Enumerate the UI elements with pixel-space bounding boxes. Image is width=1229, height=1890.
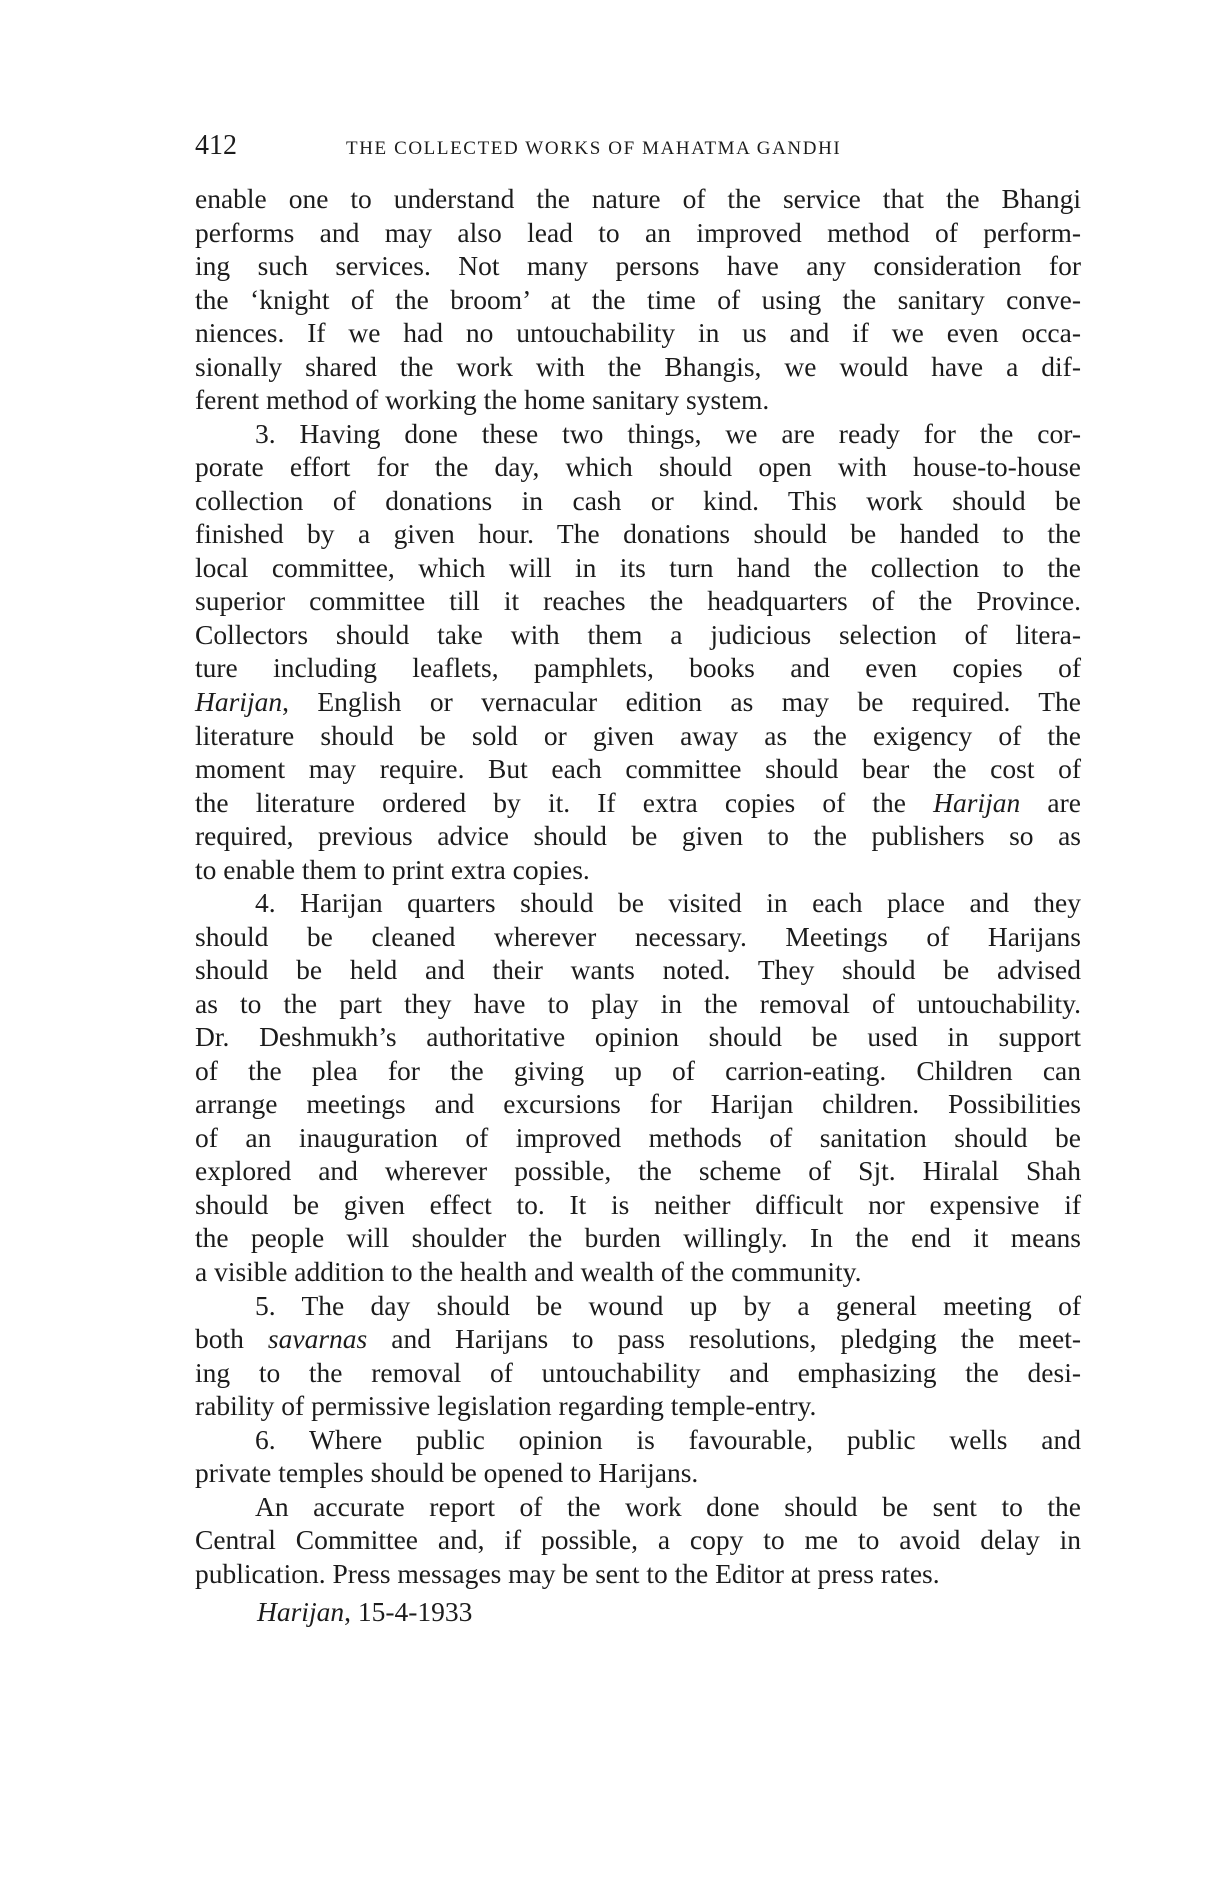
- text-segment: , English or vernacular edition as may be required. The: [282, 685, 1081, 717]
- text-segment: local committee, which will in its turn hand the collection to the: [195, 551, 1081, 583]
- text-line: [195, 1020, 1081, 1054]
- text-line: [195, 719, 1081, 753]
- text-line: [195, 853, 1081, 887]
- text-line: [195, 316, 1081, 350]
- text-segment: superior committee till it reaches the headquarters of the Province.: [195, 585, 1081, 617]
- text-line: [195, 216, 1081, 250]
- text-line: [195, 886, 1081, 920]
- source-publication: Harijan: [257, 1596, 345, 1627]
- text-segment: literature should be sold or given away as the exigency of the: [195, 719, 1081, 751]
- text-line: [195, 685, 1081, 719]
- text-line: [195, 1221, 1081, 1255]
- text-line: [195, 350, 1081, 384]
- text-line: [195, 1389, 1081, 1423]
- text-line: [195, 1557, 1081, 1591]
- text-line: [195, 450, 1081, 484]
- text-line: [195, 1154, 1081, 1188]
- text-segment: required, previous advice should be given to the publishers so as: [195, 820, 1081, 852]
- text-line: [195, 953, 1081, 987]
- text-segment: collection of donations in cash or kind. This work should be: [195, 484, 1081, 516]
- running-title: THE COLLECTED WORKS OF MAHATMA GANDHI: [346, 138, 842, 159]
- text-line: [195, 1456, 1081, 1490]
- text-segment: and Harijans to pass resolutions, pledging the meet-: [367, 1323, 1082, 1355]
- body-text: [195, 182, 1081, 1590]
- text-segment: An accurate report of the work done should be sent to the: [255, 1490, 1081, 1522]
- text-line: [195, 484, 1081, 518]
- text-segment: 6. Where public opinion is favourable, public wells and: [255, 1423, 1081, 1455]
- watermark: CWMG - I - IV: [22, 413, 177, 1370]
- text-line: [195, 1054, 1081, 1088]
- text-line: [195, 752, 1081, 786]
- text-segment: should be cleaned wherever necessary. Meetings of Harijans: [195, 920, 1081, 952]
- italic-text: Harijan: [933, 786, 1021, 818]
- text-line: [195, 1087, 1081, 1121]
- text-segment: performs and may also lead to an improved method of perform-: [195, 216, 1081, 248]
- italic-text: savarnas: [267, 1323, 368, 1355]
- text-segment: ing such services. Not many persons have any consideration for: [195, 250, 1081, 282]
- text-segment: enable one to understand the nature of the service that the Bhangi: [195, 183, 1081, 214]
- text-segment: the people will shoulder the burden willingly. In the end it means: [195, 1222, 1081, 1254]
- text-segment: sionally shared the work with the Bhangis, we would have a dif-: [195, 350, 1081, 382]
- text-segment: Dr. Deshmukh’s authoritative opinion should be used in support: [195, 1021, 1081, 1053]
- source-citation: Harijan, 15-4-1933: [257, 1596, 473, 1627]
- text-segment: rability of permissive legislation regarding temple-entry.: [195, 1390, 817, 1422]
- text-line: [195, 249, 1081, 283]
- text-line: [195, 1523, 1081, 1557]
- text-segment: both: [195, 1323, 268, 1355]
- text-line: [195, 618, 1081, 652]
- text-line: [195, 517, 1081, 551]
- text-line: [195, 987, 1081, 1021]
- text-segment: niences. If we had no untouchability in us and if we even occa-: [195, 317, 1081, 349]
- text-segment: of the plea for the giving up of carrion-eating. Children can: [195, 1054, 1081, 1086]
- text-line: [195, 920, 1081, 954]
- text-segment: 4. Harijan quarters should be visited in each place and they: [255, 887, 1081, 919]
- text-line: [195, 182, 1081, 216]
- text-segment: as to the part they have to play in the removal of untouchability.: [195, 987, 1081, 1019]
- text-segment: ture including leaflets, pamphlets, books and even copies of: [195, 652, 1081, 684]
- text-segment: finished by a given hour. The donations should be handed to the: [195, 518, 1081, 550]
- text-line: [195, 1289, 1081, 1323]
- text-line: [195, 651, 1081, 685]
- text-segment: ing to the removal of untouchability and emphasizing the desi-: [195, 1356, 1081, 1388]
- text-segment: Central Committee and, if possible, a copy to me to avoid delay in: [195, 1524, 1081, 1556]
- text-segment: to enable them to print extra copies.: [195, 853, 590, 885]
- italic-text: Harijan: [195, 685, 283, 717]
- text-segment: should be given effect to. It is neither difficult nor expensive if: [195, 1188, 1081, 1220]
- text-line: [195, 1322, 1081, 1356]
- text-segment: should be held and their wants noted. They should be advised: [195, 954, 1081, 986]
- text-line: [195, 1255, 1081, 1289]
- text-segment: Collectors should take with them a judicious selection of litera-: [195, 618, 1081, 650]
- text-line: [195, 417, 1081, 451]
- page-number: 412: [195, 130, 237, 161]
- text-line: [195, 551, 1081, 585]
- text-segment: the ‘knight of the broom’ at the time of using the sanitary conve-: [195, 283, 1081, 315]
- text-segment: explored and wherever possible, the scheme of Sjt. Hiralal Shah: [195, 1155, 1081, 1187]
- text-line: [195, 584, 1081, 618]
- text-line: [195, 1121, 1081, 1155]
- text-segment: private temples should be opened to Harijans.: [195, 1457, 699, 1489]
- text-line: [195, 1490, 1081, 1524]
- text-segment: moment may require. But each committee should bear the cost of: [195, 753, 1081, 785]
- text-segment: 3. Having done these two things, we are ready for the cor-: [255, 417, 1081, 449]
- text-line: [195, 786, 1081, 820]
- text-segment: ferent method of working the home sanitary system.: [195, 384, 770, 416]
- text-segment: 5. The day should be wound up by a general meeting of: [255, 1289, 1081, 1321]
- text-line: [195, 1423, 1081, 1457]
- text-line: [195, 383, 1081, 417]
- source-date: 15-4-1933: [357, 1596, 473, 1627]
- text-segment: are: [1020, 786, 1081, 818]
- text-line: [195, 1356, 1081, 1390]
- text-segment: arrange meetings and excursions for Harijan children. Possibilities: [195, 1088, 1081, 1120]
- text-line: [195, 1188, 1081, 1222]
- text-segment: of an inauguration of improved methods of sanitation should be: [195, 1121, 1081, 1153]
- text-line: [195, 283, 1081, 317]
- text-segment: publication. Press messages may be sent to the Editor at press rates.: [195, 1557, 940, 1589]
- text-segment: a visible addition to the health and wealth of the community.: [195, 1256, 862, 1287]
- text-segment: porate effort for the day, which should open with house-to-house: [195, 451, 1081, 483]
- text-segment: the literature ordered by it. If extra copies of the: [195, 786, 934, 818]
- text-line: [195, 819, 1081, 853]
